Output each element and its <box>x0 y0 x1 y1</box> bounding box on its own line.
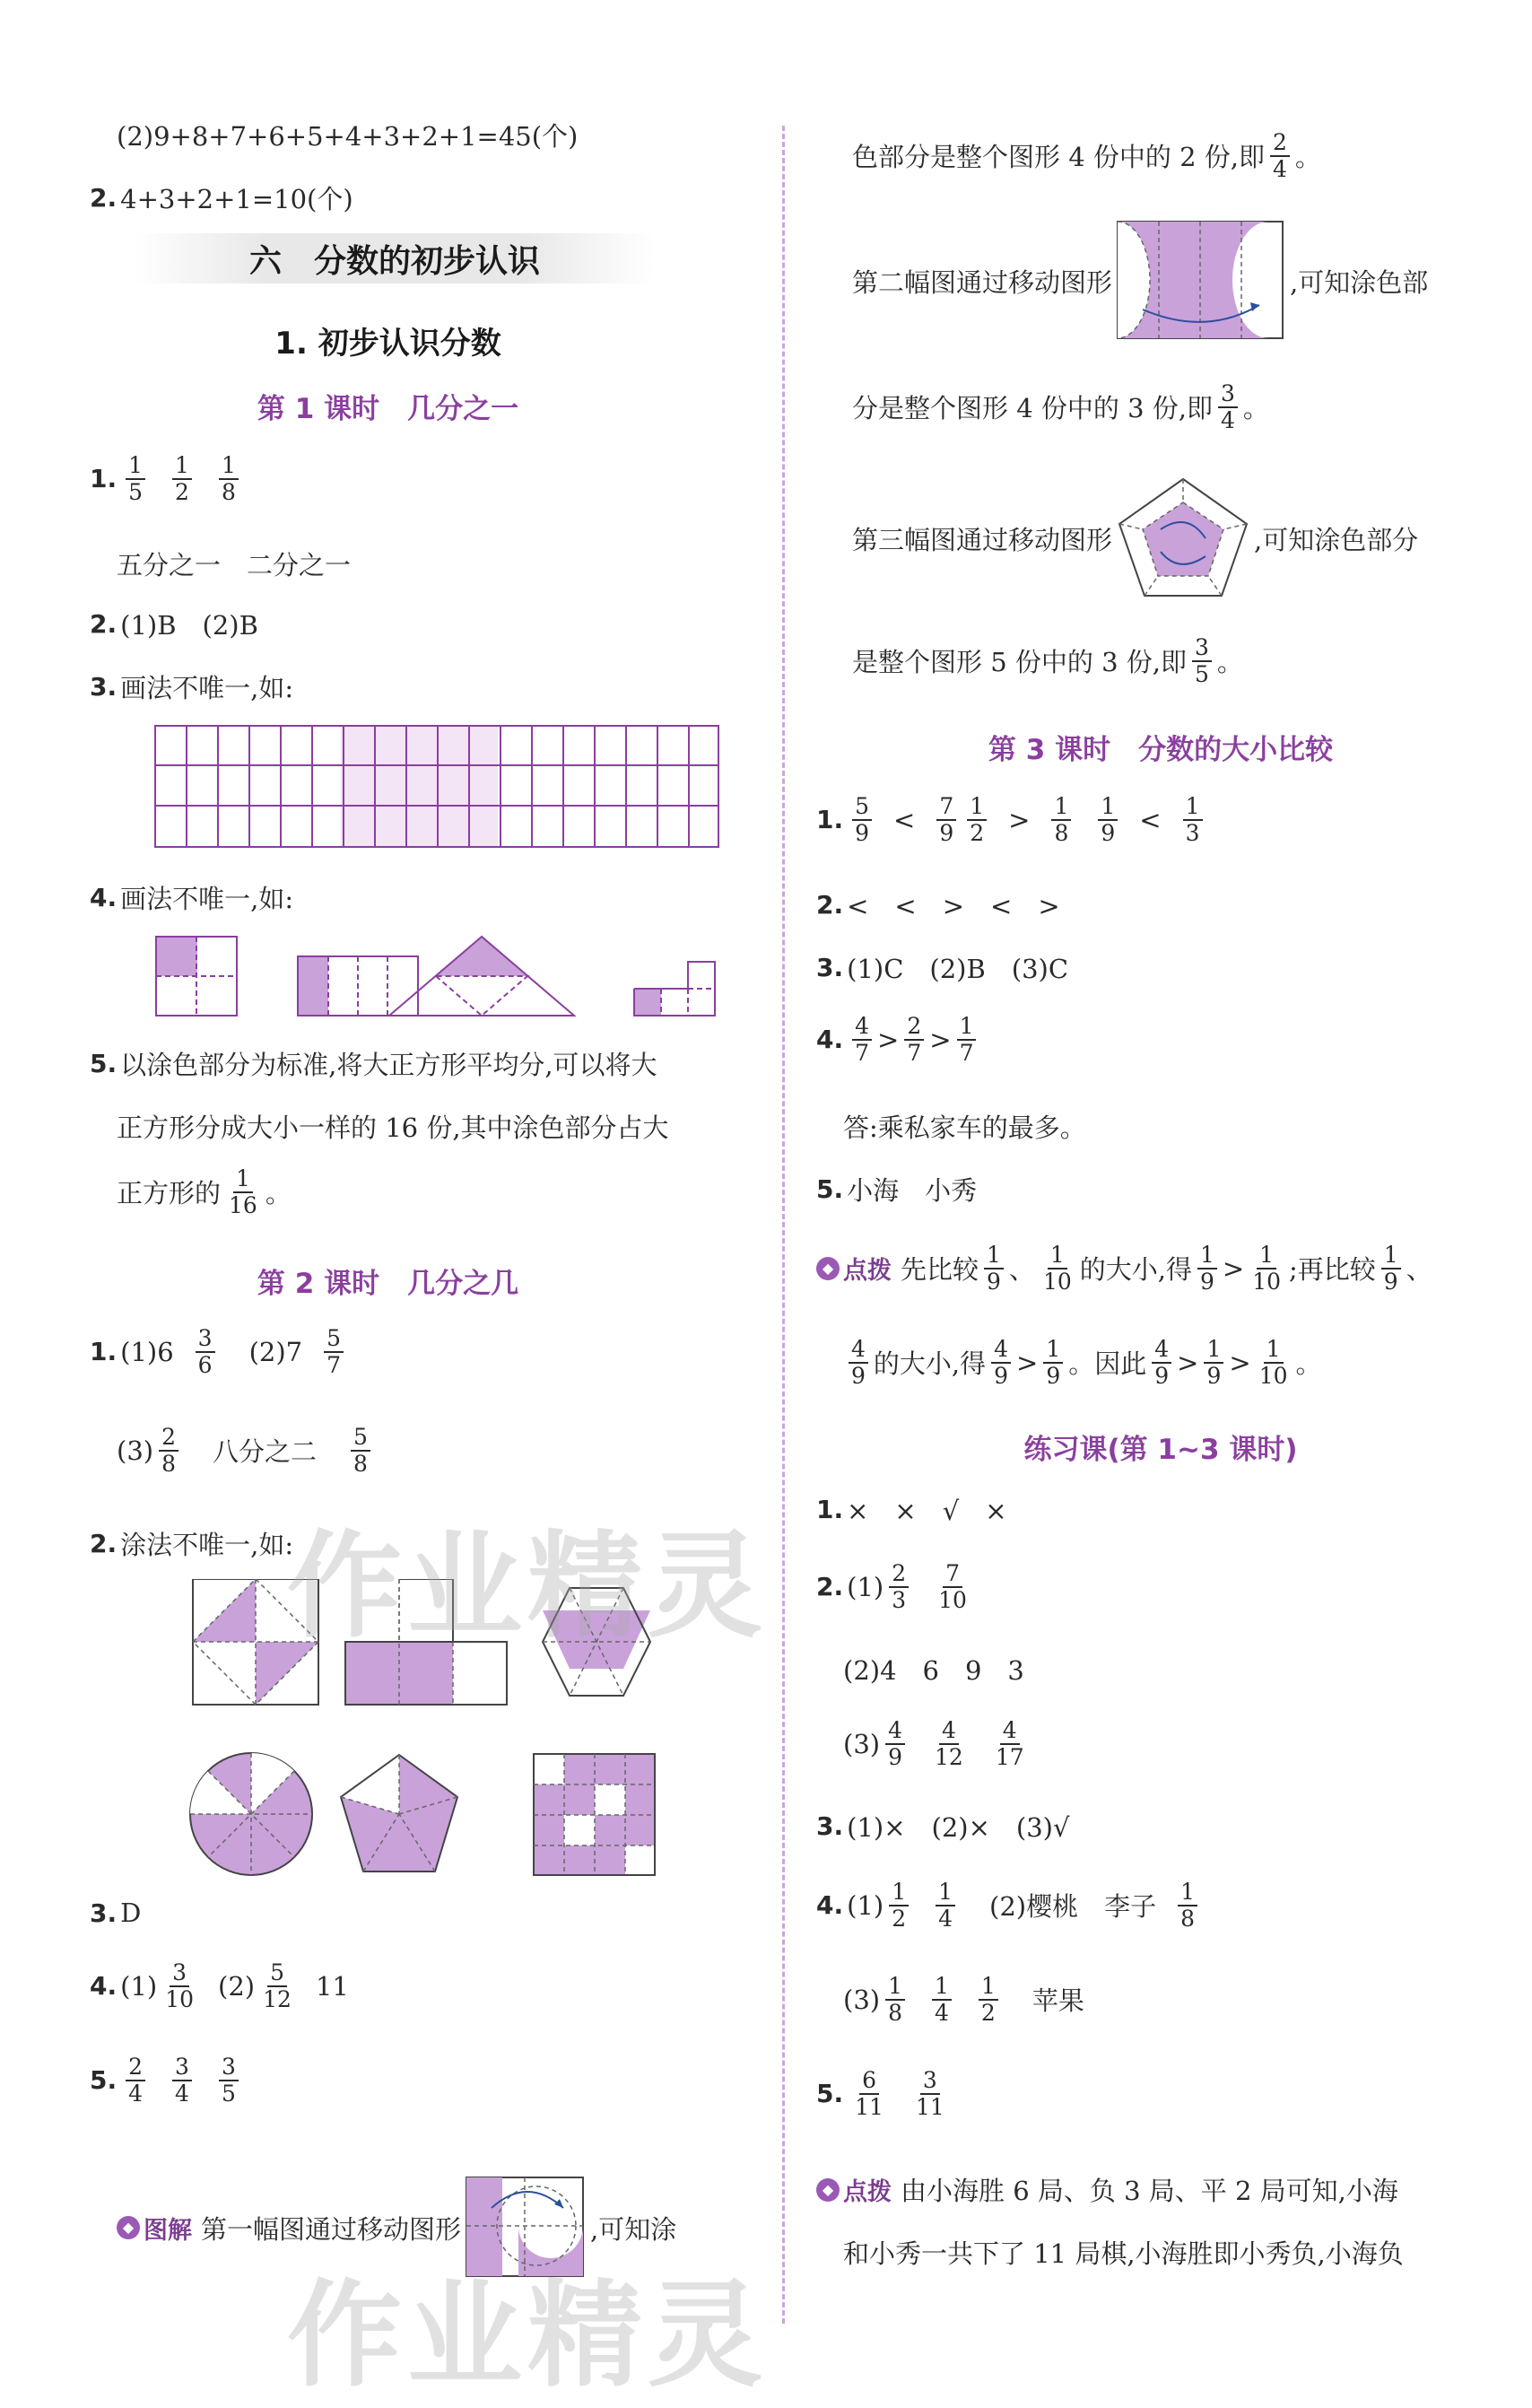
pq-2-c: (3) $\frac{4}{9}$ $\frac{4}{12}$ $\frac{4}{17}$ <box>843 1718 1032 1769</box>
r-line-1: 色部分是整个图形 4 份中的 2 份,即 $\frac{2}{4}$ 。 <box>852 129 1321 182</box>
pq-3: 3. (1)× (2)× (3)√ <box>816 1811 1070 1843</box>
l1-q1: 1. $\frac{1}{5}$ $\frac{1}{2}$ $\frac{1}{8}$ <box>90 453 244 504</box>
l3-q2: 2. < < > < > <box>816 890 1060 921</box>
fraction: $\frac{3}{5}$ <box>1192 635 1212 686</box>
fraction: $\frac{3}{4}$ <box>1218 381 1238 432</box>
grid-square-shape <box>534 1754 655 1875</box>
fraction: $\frac{1}{16}$ <box>229 1165 257 1218</box>
fraction: $\frac{1}{7}$ <box>957 1014 977 1065</box>
l2-q5: 5. $\frac{2}{4}$ $\frac{3}{4}$ $\frac{3}{5}$ <box>90 2055 244 2106</box>
fraction: $\frac{3}{10}$ <box>165 1959 195 2012</box>
fraction: $\frac{5}{8}$ <box>351 1425 370 1476</box>
fraction: $\frac{2}{4}$ <box>126 2055 145 2106</box>
l1-q3: 3. 画法不唯一,如: <box>90 672 294 703</box>
fraction: $\frac{1}{8}$ <box>885 1974 905 2025</box>
practice-title: 练习课(第 1~3 课时) <box>1023 1434 1298 1466</box>
l2-q4: 4. (1) $\frac{3}{10}$ (2) $\frac{5}{12}$ 11 <box>90 1959 349 2012</box>
square-shape <box>156 937 237 1016</box>
fraction: $\frac{4}{12}$ <box>935 1717 963 1770</box>
fraction: $\frac{7}{10}$ <box>938 1560 967 1613</box>
diamond-square-shape <box>193 1579 318 1705</box>
fraction: $\frac{2}{8}$ <box>159 1425 178 1476</box>
lesson-2-title: 第 2 课时 几分之几 <box>257 1268 519 1300</box>
fraction: $\frac{1}{10}$ <box>1252 1242 1281 1295</box>
l3-q1: 1. $\frac{5}{9}$ < $\frac{7}{9}$ $\frac{1}{2}$ > $\frac{1}{8}$ $\frac{1}{9}$ < $\frac{1}{3}$ <box>816 794 1208 845</box>
fraction: $\frac{2}{7}$ <box>904 1014 924 1065</box>
l1-q4: 4. 画法不唯一,如: <box>90 883 294 914</box>
fraction: $\frac{1}{8}$ <box>219 453 239 504</box>
hexagon-shape <box>543 1579 650 1696</box>
dianbo-line-1: ◆ 点拨 先比较 $\frac{1}{9}$ 、 $\frac{1}{10}$ 的大小,得 $\frac{1}{9}$ > $\frac{1}{10}$ ;再比较 $\frac{1}{9}$ 、 <box>816 1243 1432 1294</box>
fraction: $\frac{1}{9}$ <box>1381 1243 1401 1294</box>
fraction: $\frac{2}{4}$ <box>1270 130 1290 181</box>
r-line-2: 第二幅图通过移动图形 ,可知涂色部 <box>852 220 1428 342</box>
l2-q2: 2. 涂法不唯一,如: <box>90 1529 294 1560</box>
fraction: $\frac{1}{10}$ <box>1258 1336 1288 1389</box>
dianbo-line-2: $\frac{4}{9}$ 的大小,得 $\frac{4}{9}$ > $\frac{1}{9}$ 。因此 $\frac{4}{9}$ > $\frac{1}{9}$ > $\frac{1}{10}$ 。 <box>843 1337 1322 1388</box>
lesson-3-title: 第 3 课时 分数的大小比较 <box>988 734 1334 766</box>
fraction: $\frac{1}{9}$ <box>984 1243 1004 1294</box>
tip-icon: ◆ <box>816 1257 840 1280</box>
fraction: $\frac{2}{3}$ <box>889 1561 909 1612</box>
fraction: $\frac{1}{2}$ <box>889 1880 909 1931</box>
l1-q5-line1: 5. 以涂色部分为标准,将大正方形平均分,可以将大 <box>90 1049 657 1080</box>
move-figure-3 <box>1116 475 1250 601</box>
pq-5: 5. $\frac{6}{11}$ $\frac{3}{11}$ <box>816 2068 953 2119</box>
l3-q5: 5. 小海 小秀 <box>816 1174 978 1206</box>
fraction: $\frac{3}{11}$ <box>915 2067 944 2120</box>
l3-q3: 3. (1)C (2)B (3)C <box>816 953 1069 984</box>
section-title: 1. 初步认识分数 <box>274 326 501 362</box>
circle-shape <box>190 1753 312 1875</box>
l3-q4-answer: 答:乘私家车的最多。 <box>843 1112 1086 1143</box>
fraction: $\frac{1}{10}$ <box>1042 1242 1072 1295</box>
fraction: $\frac{6}{11}$ <box>855 2067 884 2120</box>
fraction: $\frac{3}{4}$ <box>172 2055 192 2106</box>
fraction: $\frac{5}{12}$ <box>263 1959 292 2012</box>
pentagon-shape <box>341 1755 457 1871</box>
fraction: $\frac{5}{9}$ <box>852 794 872 845</box>
fraction: $\frac{3}{5}$ <box>219 2055 239 2106</box>
tip-icon: ◆ <box>117 2216 140 2239</box>
fraction: $\frac{1}{3}$ <box>1183 794 1203 845</box>
fraction: $\frac{1}{9}$ <box>1204 1337 1223 1388</box>
l3-q4: 4. $\frac{4}{7}$ > $\frac{2}{7}$ > $\frac{1}{7}$ <box>816 1014 981 1065</box>
fraction: $\frac{1}{2}$ <box>967 794 987 845</box>
fraction: $\frac{1}{5}$ <box>126 453 145 504</box>
fraction: $\frac{4}{17}$ <box>995 1717 1024 1770</box>
watermark: 作业精灵 <box>287 2269 769 2403</box>
shapes-figure <box>154 933 719 1023</box>
tujie-badge: ◆ 图解 <box>117 2211 192 2246</box>
pq-1: 1. × × √ × <box>816 1495 1007 1526</box>
move-figure-2 <box>1116 220 1286 342</box>
fraction: $\frac{1}{2}$ <box>172 453 192 504</box>
fraction: $\frac{1}{8}$ <box>1051 794 1071 845</box>
top-line-1: (2)9+8+7+6+5+4+3+2+1=45(个) <box>117 121 579 152</box>
fraction: $\frac{4}{7}$ <box>852 1014 872 1065</box>
fraction: $\frac{1}{9}$ <box>1098 794 1118 845</box>
fraction: $\frac{1}{4}$ <box>936 1880 955 1931</box>
fraction: $\frac{1}{4}$ <box>932 1974 952 2025</box>
chapter-title: 六 分数的初步认识 <box>135 233 655 284</box>
pq-2-b: (2)4 6 9 3 <box>843 1655 1024 1686</box>
fraction: $\frac{1}{9}$ <box>1043 1337 1063 1388</box>
l1-q2: 2. (1)B (2)B <box>90 609 258 641</box>
top-line-2: 2. 4+3+2+1=10(个) <box>90 183 353 214</box>
pq-4-c: (3) $\frac{1}{8}$ $\frac{1}{4}$ $\frac{1}{2}$ 苹果 <box>843 1973 1084 2026</box>
fraction: $\frac{7}{9}$ <box>936 794 956 845</box>
l1-q5-line3: 正方形的 $\frac{1}{16}$ 。 <box>117 1165 292 1218</box>
grid-figure <box>154 725 719 851</box>
fraction: $\frac{4}{9}$ <box>1152 1337 1171 1388</box>
tip-icon: ◆ <box>816 2178 840 2202</box>
fraction: $\frac{1}{9}$ <box>1197 1243 1217 1294</box>
dianbo-badge-2: ◆ 点拨 <box>816 2172 892 2207</box>
fraction: $\frac{4}{9}$ <box>991 1337 1011 1388</box>
r-line-3: 分是整个图形 4 份中的 3 份,即 $\frac{3}{4}$ 。 <box>852 380 1269 433</box>
l1-q5-line2: 正方形分成大小一样的 16 份,其中涂色部分占大 <box>117 1112 669 1143</box>
l2-q1-a: 1. (1)6 $\frac{3}{6}$ (2)7 $\frac{5}{7}$ <box>90 1326 349 1377</box>
r-line-5: 是整个图形 5 份中的 3 份,即 $\frac{3}{5}$ 。 <box>852 634 1243 687</box>
fraction: $\frac{3}{6}$ <box>196 1326 215 1377</box>
rectangles-shape <box>345 1579 507 1705</box>
fraction: $\frac{1}{8}$ <box>1178 1880 1197 1931</box>
l1-q1-words: 五分之一 二分之一 <box>117 550 352 580</box>
fraction: $\frac{5}{7}$ <box>324 1326 344 1377</box>
l2-q3: 3. D <box>90 1898 142 1928</box>
r-line-4: 第三幅图通过移动图形 ,可知涂色部分 <box>852 475 1418 601</box>
fraction: $\frac{4}{9}$ <box>885 1718 905 1769</box>
shaded-shapes-figure <box>184 1579 668 1884</box>
fraction: $\frac{4}{9}$ <box>849 1337 868 1388</box>
watermark: 作业精灵 <box>287 1520 769 1653</box>
l2-q1-b: (3) $\frac{2}{8}$ 八分之二 $\frac{5}{8}$ <box>117 1425 376 1476</box>
triangle-shape <box>389 937 574 1016</box>
pq-2-a: 2. (1) $\frac{2}{3}$ $\frac{7}{10}$ <box>816 1561 975 1612</box>
move-figure-1 <box>465 2176 587 2280</box>
lesson-1-title: 第 1 课时 几分之一 <box>257 393 519 425</box>
fraction: $\frac{1}{2}$ <box>979 1974 998 2025</box>
pq-4-a: 4. (1) $\frac{1}{2}$ $\frac{1}{4}$ (2)樱桃 李子 $\frac{1}{8}$ <box>816 1880 1203 1931</box>
dianbo-line-4: 和小秀一共下了 11 局棋,小海胜即小秀负,小海负 <box>843 2238 1404 2269</box>
column-divider <box>782 126 785 2324</box>
dianbo-badge: ◆ 点拨 <box>816 1251 892 1286</box>
dianbo-line-3: ◆ 点拨 由小海胜 6 局、负 3 局、平 2 局可知,小海 <box>816 2171 1398 2208</box>
l-shape <box>634 962 715 1016</box>
tujie-line: ◆ 图解 第一幅图通过移动图形 ,可知涂 <box>117 2176 676 2280</box>
